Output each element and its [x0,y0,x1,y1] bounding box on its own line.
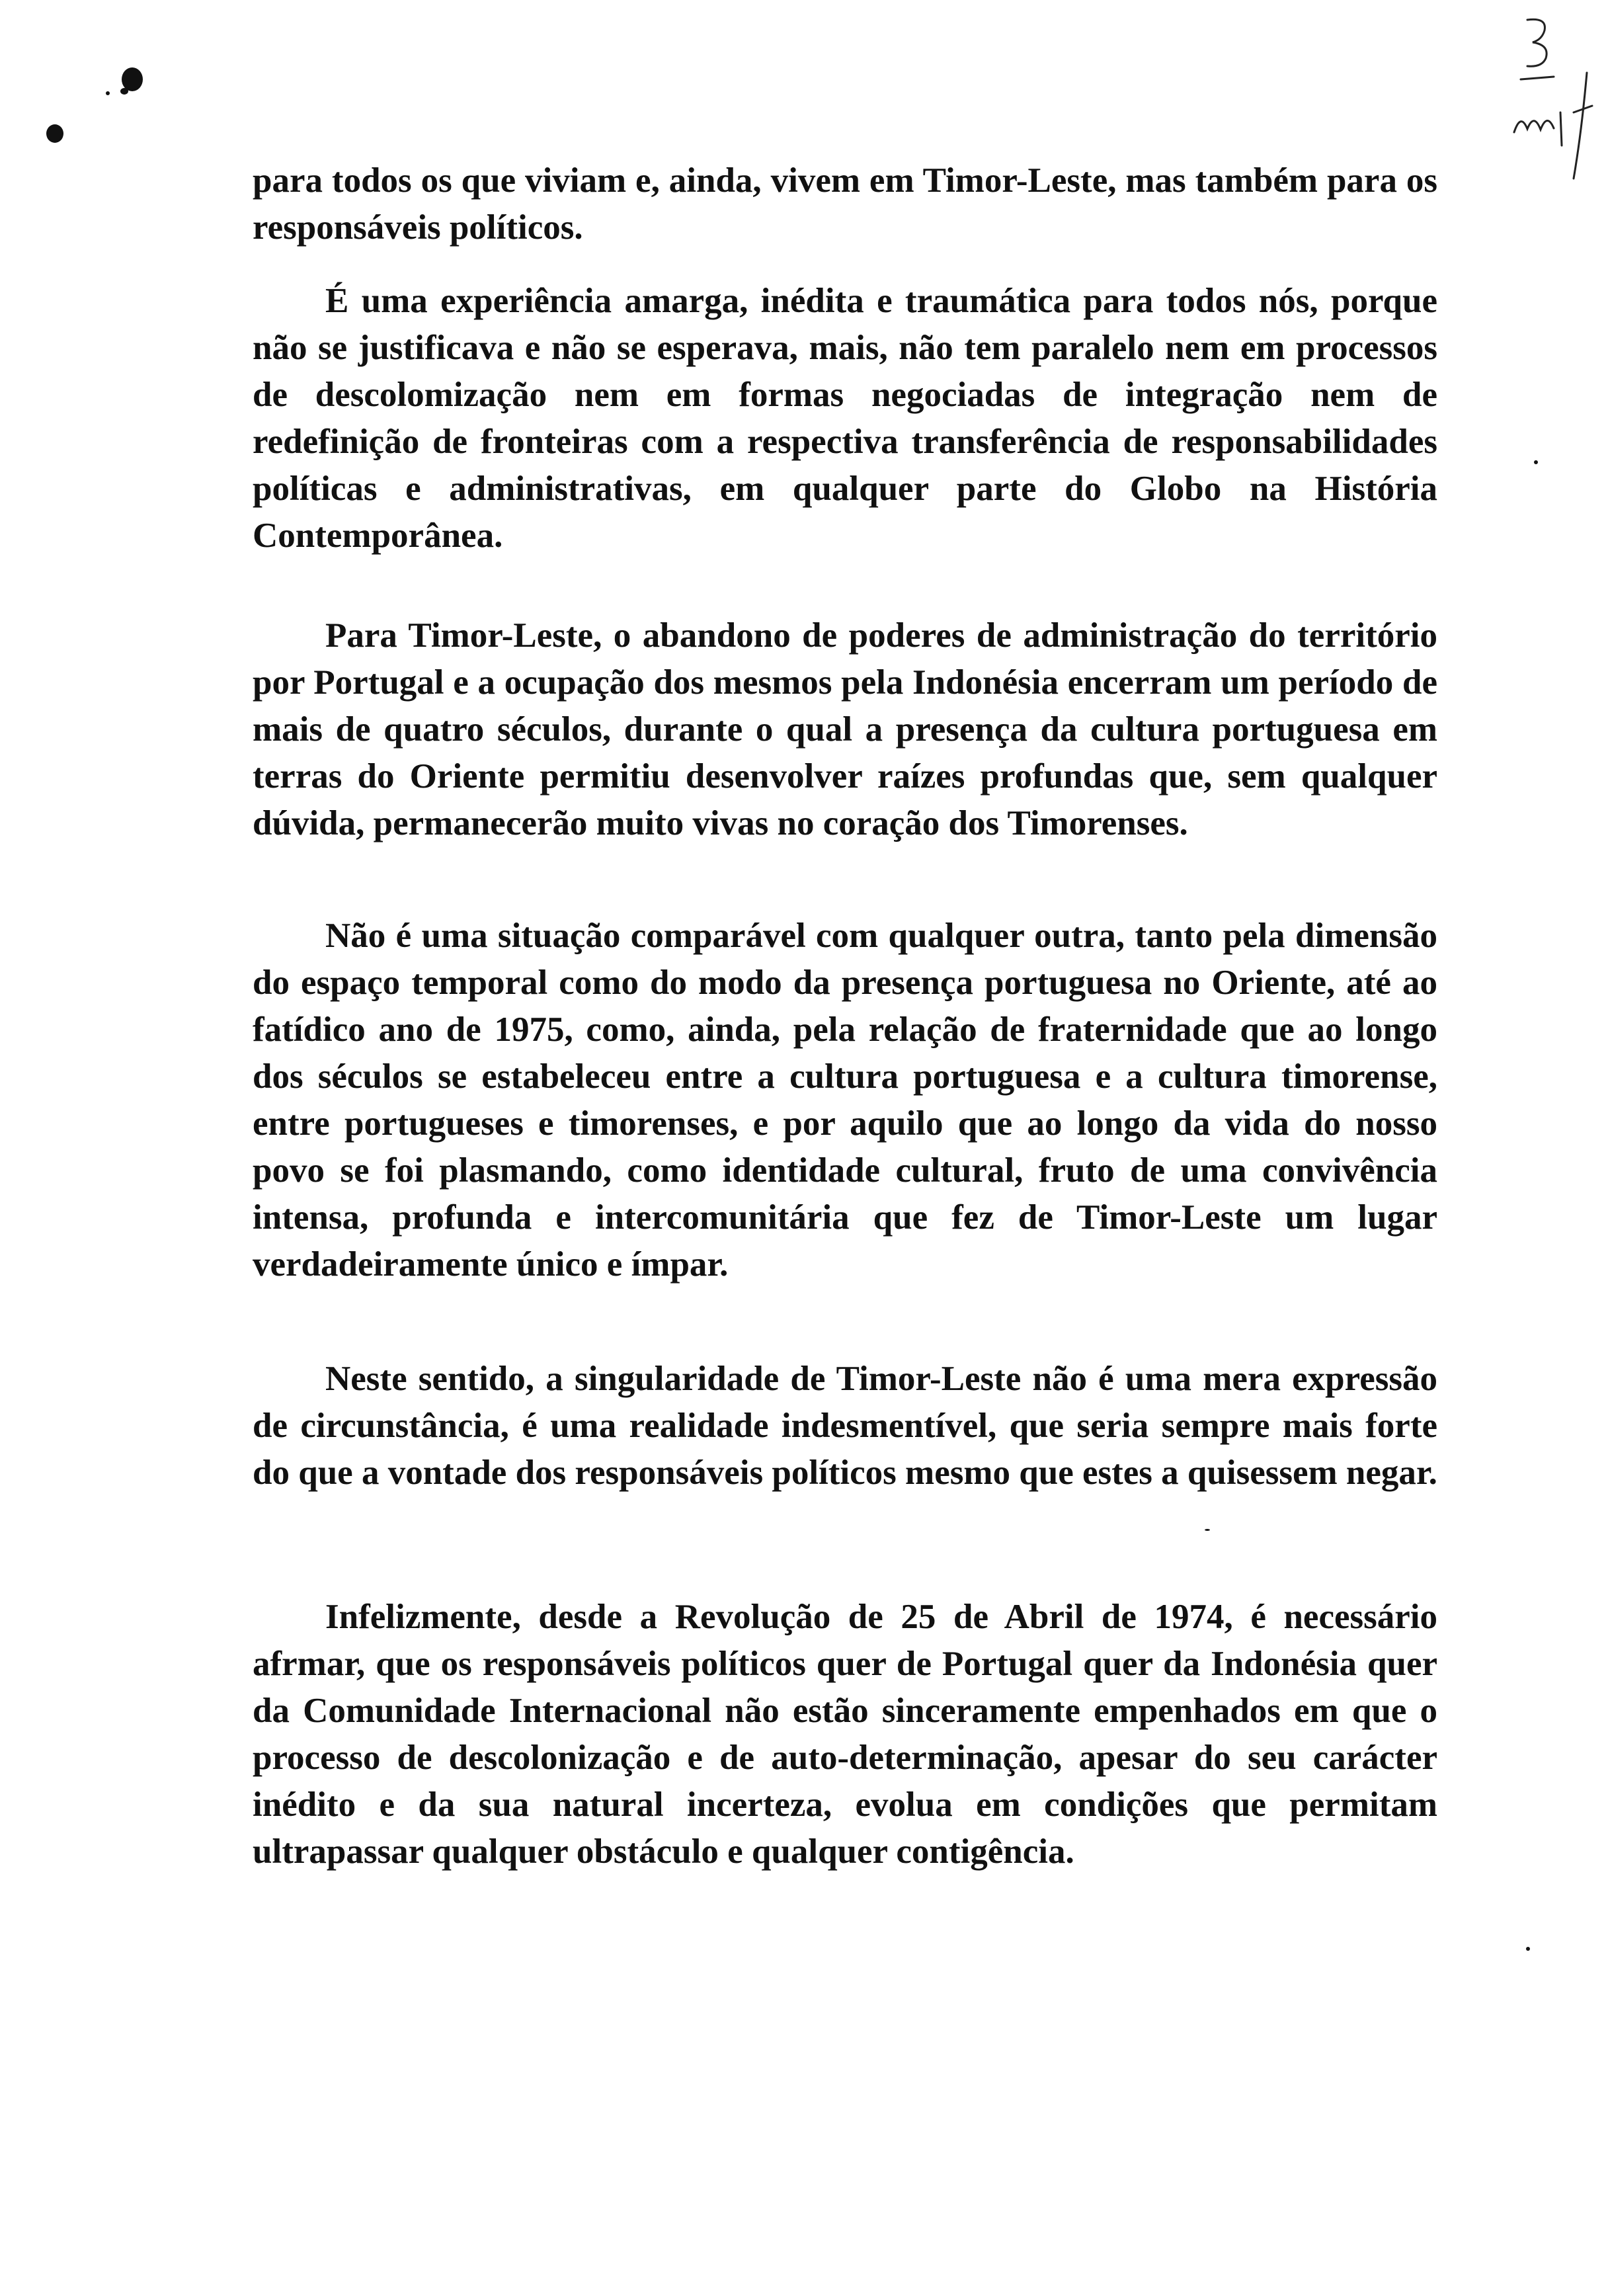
scan-mark-icon [118,66,144,95]
paragraph: Para Timor-Leste, o abandono de poderes de administração do território por Portugal e a ocupação dos mesmos pela Indonésia encerram um período de mais de quatro séculos, durante o qual a presença da cultura portuguesa em terras do Oriente permitiu desenvolver raízes profundas que, sem qualquer dúvida, permanecerão muito vivas no coração dos Timorenses. [253,616,1437,842]
paragraph: Infelizmente, desde a Revolução de 25 de Abril de 1974, é necessário afrmar, que os responsáveis políticos quer de Portugal quer da Indonésia quer da Comunidade Internacional não estão sinceramente empenhados em que o processo de descolonização e de auto-determinação, apesar do seu carácter inédito e da sua natural incerteza, evolua em condições que permitam ultrapassar qualquer obstáculo e qualquer contigência. [253,1598,1437,1871]
paragraph: É uma experiência amarga, inédita e traumática para todos nós, porque não se justificava e não se esperava, mais, não tem paralelo nem em processos de descolomização nem em formas negociadas de integração nem de redefinição de fronteiras com a respectiva transferência de responsabilidades políticas e administrativas, em qualquer parte do Globo na História Contemporânea. [253,282,1437,555]
paragraph: para todos os que viviam e, ainda, vivem em Timor-Leste, mas também para os responsáveis políticos. [253,161,1437,247]
scan-speck [46,124,63,143]
scan-speck [106,91,110,95]
scan-speck [1526,1947,1530,1951]
scan-speck [1205,1529,1210,1531]
paragraph: Não é uma situação comparável com qualquer outra, tanto pela dimensão do espaço temporal como do modo da presença portuguesa no Oriente, até ao fatídico ano de 1975, como, ainda, pela relação de fraternidade que ao longo dos séculos se estabeleceu entre a cultura portuguesa e a cultura timorense, entre portugueses e timorenses, e por aquilo que ao longo da vida do nosso povo se foi plasmando, como identidade cultural, fruto de uma convivência intensa, profunda e intercomunitária que fez de Timor-Leste um lugar verdadeiramente único e ímpar. [253,917,1437,1284]
handwritten-mark-icon [1508,13,1607,185]
scan-speck [1534,460,1538,464]
paragraph: Neste sentido, a singularidade de Timor-Leste não é uma mera expressão de circunstância, é uma realidade indesmentível, que seria sempre mais forte do que a vontade dos responsáveis políticos mesmo que estes a quisessem negar. [253,1360,1437,1492]
